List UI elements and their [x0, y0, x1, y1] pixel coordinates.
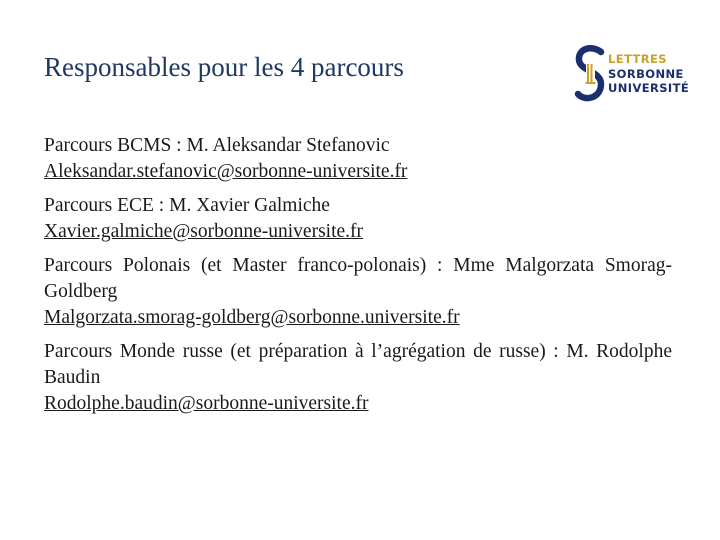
sorbonne-s-emblem-icon	[574, 44, 606, 108]
monde-russe-email-link[interactable]: Rodolphe.baudin@sorbonne-universite.fr	[44, 393, 369, 414]
bcms-email-link[interactable]: Aleksandar.stefanovic@sorbonne-universite.fr	[44, 161, 408, 182]
logo-text-lettres: LETTRES	[608, 52, 667, 66]
logo-text-universite: UNIVERSITÉ	[608, 81, 690, 95]
ece-email-link[interactable]: Xavier.galmiche@sorbonne-universite.fr	[44, 221, 364, 242]
polonais-email-link[interactable]: Malgorzata.smorag-goldberg@sorbonne.universite.fr	[44, 307, 460, 328]
parcours-bcms-text: Parcours BCMS : M. Aleksandar Stefanovic	[44, 135, 390, 156]
parcours-monde-russe-text: Parcours Monde russe (et préparation à l’agrégation de russe) : M. Rodolphe Baudin	[44, 341, 672, 388]
parcours-ece-text: Parcours ECE : M. Xavier Galmiche	[44, 195, 330, 216]
logo-text-sorbonne: SORBONNE	[608, 66, 684, 81]
contacts-list	[44, 133, 672, 425]
sorbonne-logo	[574, 44, 694, 108]
page-title: Responsables pour les 4 parcours	[44, 52, 404, 82]
parcours-polonais-text: Parcours Polonais (et Master franco-polonais) : Mme Malgorzata Smorag-Goldberg	[44, 255, 672, 302]
